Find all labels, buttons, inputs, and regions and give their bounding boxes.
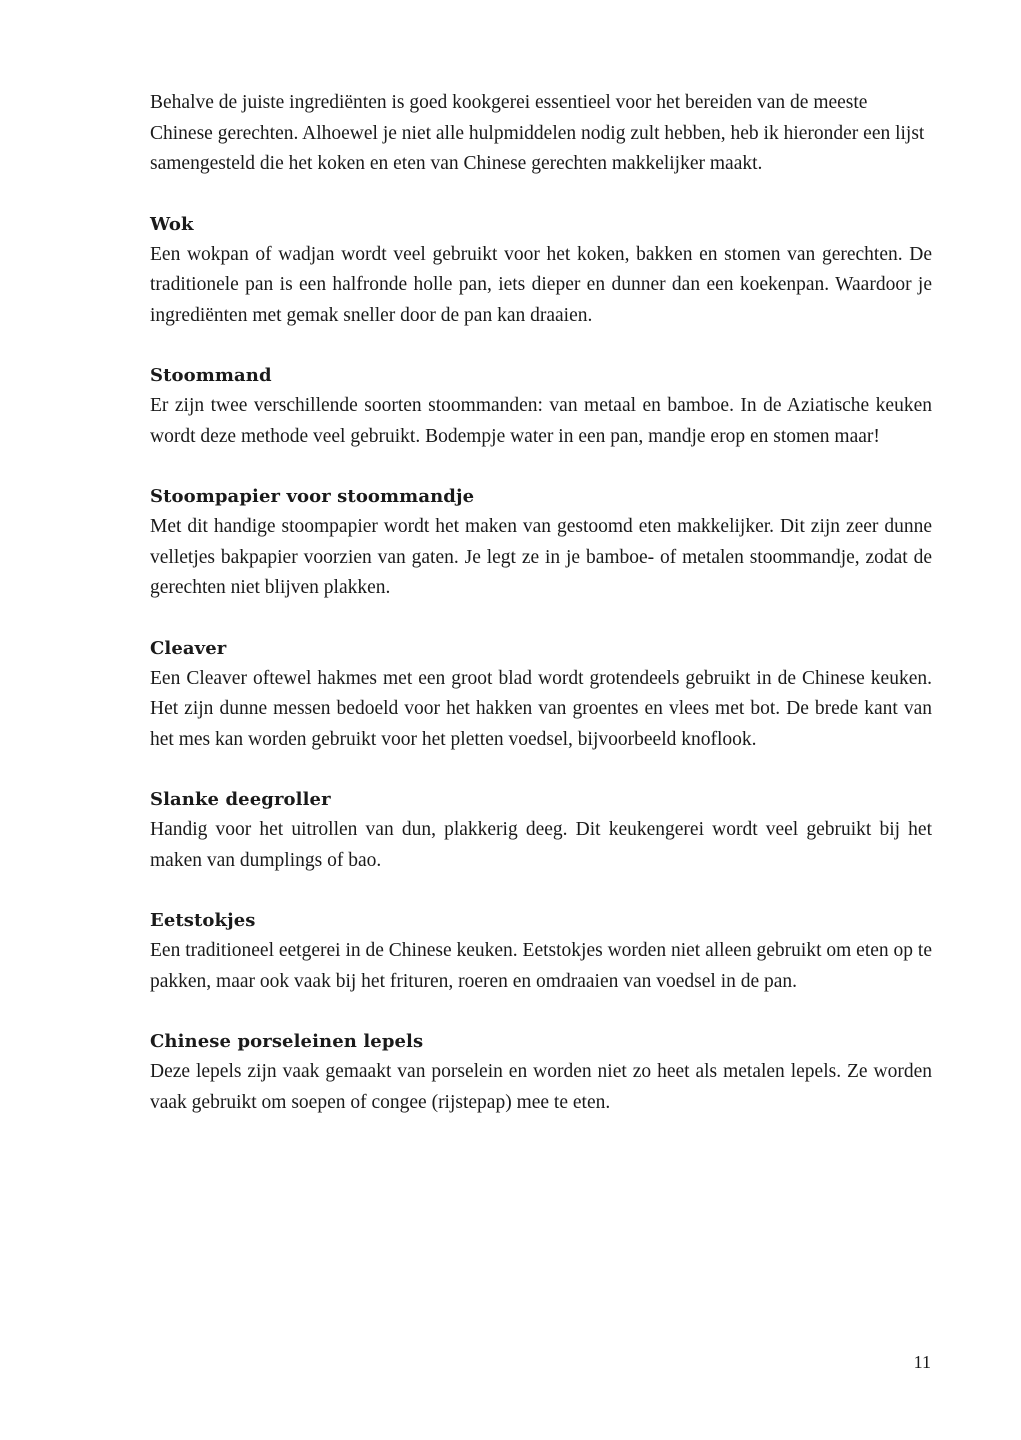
section-body: Een Cleaver oftewel hakmes met een groot blad wordt grotendeels gebruikt in de Chinese keuken. Het zijn dunne messen bedoeld voor het hakken van groentes en vlees met bot. De brede kant van het mes kan worden gebruikt voor het pletten voedsel, bijvoorbeeld knoflook. [150,667,932,750]
section-stoommand [150,361,932,452]
section-heading: Wok [150,213,194,235]
section-body: Een wokpan of wadjan wordt veel gebruikt voor het koken, bakken en stomen van gerechten. De traditionele pan is een halfronde holle pan, iets dieper en dunner dan een koekenpan. Waardoor je ingrediënten met gemak sneller door de pan kan draaien. [150,243,932,326]
section-lepels [150,1027,932,1118]
section-body: Met dit handige stoompapier wordt het maken van gestoomd eten makkelijker. Dit zijn zeer dunne velletjes bakpapier voorzien van gaten. Je legt ze in je bamboe- of metalen stoommandje, zodat de gerechten niet blijven plakken. [150,516,932,598]
section-body: Deze lepels zijn vaak gemaakt van porselein en worden niet zo heet als metalen lepels. Ze worden vaak gebruikt om soepen of congee (rijstepap) mee te eten. [150,1061,932,1113]
intro-paragraph: Behalve de juiste ingrediënten is goed kookgerei essentieel voor het bereiden van de meeste Chinese gerechten. Alhoewel je niet alle hulpmiddelen nodig zult hebben, heb ik hieronder een lijst samengesteld die het koken en eten van Chinese gerechten makkelijker maakt. [150,92,925,174]
page-content [150,88,932,1148]
page-number: 11 [913,1352,931,1372]
section-heading: Chinese porseleinen lepels [150,1031,424,1052]
section-heading: Stoompapier voor stoommandje [150,486,475,507]
section-eetstokjes [150,906,932,997]
section-heading: Slanke deegroller [150,789,331,810]
section-deegroller [150,785,932,876]
section-heading: Stoommand [150,365,272,386]
section-heading: Eetstokjes [150,910,256,931]
section-cleaver [150,634,932,756]
section-body: Handig voor het uitrollen van dun, plakkerig deeg. Dit keukengerei wordt veel gebruikt bij het maken van dumplings of bao. [150,819,932,871]
section-heading: Cleaver [150,637,227,659]
section-wok [150,210,932,332]
section-stoompapier [150,482,932,604]
section-body: Een traditioneel eetgerei in de Chinese keuken. Eetstokjes worden niet alleen gebruikt om eten op te pakken, maar ook vaak bij het frituren, roeren en omdraaien van voedsel in de pan. [150,940,932,992]
section-body: Er zijn twee verschillende soorten stoommanden: van metaal en bamboe. In de Aziatische keuken wordt deze methode veel gebruikt. Bodempje water in een pan, mandje erop en stomen maar! [150,395,932,447]
